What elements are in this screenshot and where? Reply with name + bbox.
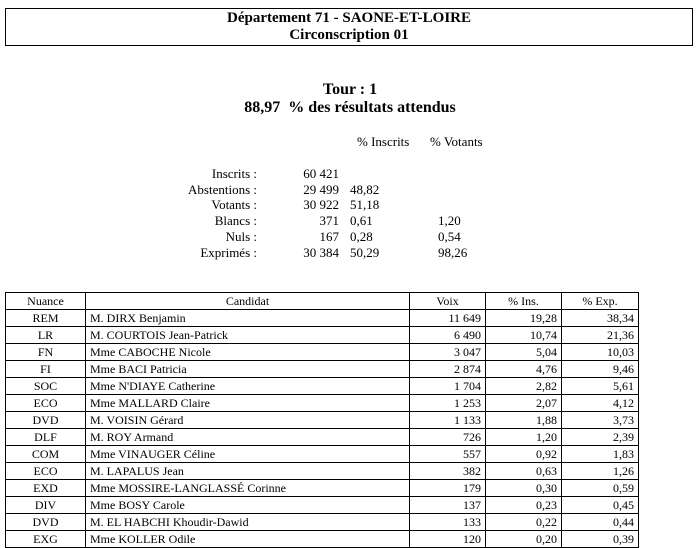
stat-row <box>0 245 700 261</box>
cell-voix: 557 <box>410 446 486 463</box>
cell-voix: 11 649 <box>410 310 486 327</box>
cell-pct-ins: 10,74 <box>486 327 562 344</box>
cell-voix: 120 <box>410 531 486 548</box>
table-row <box>6 344 639 361</box>
cell-pct-ins: 0,23 <box>486 497 562 514</box>
table-row <box>6 497 639 514</box>
cell-pct-ins: 4,76 <box>486 361 562 378</box>
cell-nuance: LR <box>6 327 86 344</box>
stat-pct-inscrits: 51,18 <box>350 197 380 212</box>
cell-candidat: M. DIRX Benjamin <box>86 310 410 327</box>
stat-label: Abstentions : <box>188 182 257 197</box>
stat-pct-votants: 0,54 <box>438 229 461 244</box>
stat-pct-inscrits: 48,82 <box>350 182 380 197</box>
cell-voix: 1 253 <box>410 395 486 412</box>
stat-pct-inscrits: 50,29 <box>350 245 380 260</box>
results-expected-label: % des résultats attendus <box>288 99 456 116</box>
header-nuance: Nuance <box>6 293 86 310</box>
cell-pct-exp: 4,12 <box>562 395 639 412</box>
department-title: Département 71 - SAONE-ET-LOIRE <box>226 10 472 26</box>
cell-pct-exp: 2,39 <box>562 429 639 446</box>
stat-row <box>0 229 700 245</box>
cell-voix: 2 874 <box>410 361 486 378</box>
cell-pct-ins: 2,82 <box>486 378 562 395</box>
cell-voix: 382 <box>410 463 486 480</box>
table-row <box>6 310 639 327</box>
cell-pct-ins: 0,63 <box>486 463 562 480</box>
cell-pct-ins: 19,28 <box>486 310 562 327</box>
table-row <box>6 531 639 548</box>
cell-voix: 6 490 <box>410 327 486 344</box>
stat-row <box>0 182 700 198</box>
stat-label: Exprimés : <box>200 245 257 260</box>
header-pct-ins: % Ins. <box>486 293 562 310</box>
cell-candidat: M. COURTOIS Jean-Patrick <box>86 327 410 344</box>
results-expected <box>0 99 700 117</box>
cell-pct-ins: 2,07 <box>486 395 562 412</box>
results-table <box>5 292 639 548</box>
table-row <box>6 412 639 429</box>
col-head-inscrits: % Inscrits <box>357 134 410 149</box>
cell-nuance: DVD <box>6 514 86 531</box>
cell-voix: 133 <box>410 514 486 531</box>
table-row <box>6 361 639 378</box>
cell-pct-ins: 0,92 <box>486 446 562 463</box>
circonscription-title: Circonscription 01 <box>289 27 409 43</box>
stat-value: 30 384 <box>303 245 339 260</box>
stat-pct-inscrits: 0,61 <box>350 213 373 228</box>
cell-pct-exp: 21,36 <box>562 327 639 344</box>
stat-row <box>0 166 700 182</box>
cell-nuance: EXG <box>6 531 86 548</box>
stat-pct-votants: 1,20 <box>438 213 461 228</box>
stat-pct-votants: 98,26 <box>438 245 468 260</box>
table-row <box>6 395 639 412</box>
stat-value: 371 <box>319 213 339 228</box>
table-row <box>6 446 639 463</box>
stat-value: 167 <box>319 229 339 244</box>
cell-nuance: DVD <box>6 412 86 429</box>
cell-candidat: Mme BACI Patricia <box>86 361 410 378</box>
header-pct-exp: % Exp. <box>562 293 639 310</box>
cell-pct-exp: 0,59 <box>562 480 639 497</box>
cell-pct-exp: 38,34 <box>562 310 639 327</box>
cell-pct-ins: 0,20 <box>486 531 562 548</box>
cell-nuance: ECO <box>6 395 86 412</box>
cell-pct-ins: 1,88 <box>486 412 562 429</box>
cell-nuance: FI <box>6 361 86 378</box>
stat-label: Inscrits : <box>211 166 257 181</box>
cell-voix: 137 <box>410 497 486 514</box>
table-row <box>6 378 639 395</box>
cell-candidat: Mme CABOCHE Nicole <box>86 344 410 361</box>
cell-nuance: COM <box>6 446 86 463</box>
cell-voix: 1 704 <box>410 378 486 395</box>
stat-value: 30 922 <box>303 197 339 212</box>
cell-voix: 3 047 <box>410 344 486 361</box>
cell-candidat: M. ROY Armand <box>86 429 410 446</box>
cell-candidat: Mme BOSY Carole <box>86 497 410 514</box>
cell-pct-exp: 5,61 <box>562 378 639 395</box>
cell-pct-exp: 0,39 <box>562 531 639 548</box>
stat-value: 29 499 <box>303 182 339 197</box>
cell-candidat: M. LAPALUS Jean <box>86 463 410 480</box>
cell-candidat: Mme N'DIAYE Catherine <box>86 378 410 395</box>
header-candidat: Candidat <box>86 293 410 310</box>
table-row <box>6 480 639 497</box>
col-head-votants: % Votants <box>430 134 483 149</box>
cell-pct-ins: 0,30 <box>486 480 562 497</box>
cell-candidat: Mme MALLARD Claire <box>86 395 410 412</box>
cell-nuance: ECO <box>6 463 86 480</box>
cell-pct-exp: 0,45 <box>562 497 639 514</box>
cell-candidat: M. VOISIN Gérard <box>86 412 410 429</box>
cell-nuance: DLF <box>6 429 86 446</box>
stat-pct-inscrits: 0,28 <box>350 229 373 244</box>
header-voix: Voix <box>410 293 486 310</box>
cell-candidat: M. EL HABCHI Khoudir-Dawid <box>86 514 410 531</box>
cell-nuance: FN <box>6 344 86 361</box>
table-row <box>6 429 639 446</box>
stat-value: 60 421 <box>303 166 339 181</box>
cell-candidat: Mme VINAUGER Céline <box>86 446 410 463</box>
cell-pct-ins: 5,04 <box>486 344 562 361</box>
cell-candidat: Mme KOLLER Odile <box>86 531 410 548</box>
cell-pct-ins: 1,20 <box>486 429 562 446</box>
table-row <box>6 463 639 480</box>
cell-voix: 179 <box>410 480 486 497</box>
stat-label: Votants : <box>211 197 257 212</box>
table-row <box>6 514 639 531</box>
cell-pct-exp: 1,26 <box>562 463 639 480</box>
cell-pct-exp: 3,73 <box>562 412 639 429</box>
stat-label: Blancs : <box>214 213 257 228</box>
stat-row <box>0 197 700 213</box>
cell-voix: 726 <box>410 429 486 446</box>
cell-pct-exp: 0,44 <box>562 514 639 531</box>
page-header <box>5 8 693 46</box>
cell-candidat: Mme MOSSIRE-LANGLASSÉ Corinne <box>86 480 410 497</box>
cell-voix: 1 133 <box>410 412 486 429</box>
results-header-row <box>6 293 639 310</box>
cell-pct-exp: 1,83 <box>562 446 639 463</box>
tour-title: Tour : 1 <box>322 81 378 98</box>
cell-pct-exp: 10,03 <box>562 344 639 361</box>
cell-nuance: REM <box>6 310 86 327</box>
cell-nuance: DIV <box>6 497 86 514</box>
stat-row <box>0 213 700 229</box>
results-expected-value: 88,97 <box>244 99 281 116</box>
cell-nuance: EXD <box>6 480 86 497</box>
cell-pct-ins: 0,22 <box>486 514 562 531</box>
cell-nuance: SOC <box>6 378 86 395</box>
cell-pct-exp: 9,46 <box>562 361 639 378</box>
stat-label: Nuls : <box>225 229 257 244</box>
table-row <box>6 327 639 344</box>
